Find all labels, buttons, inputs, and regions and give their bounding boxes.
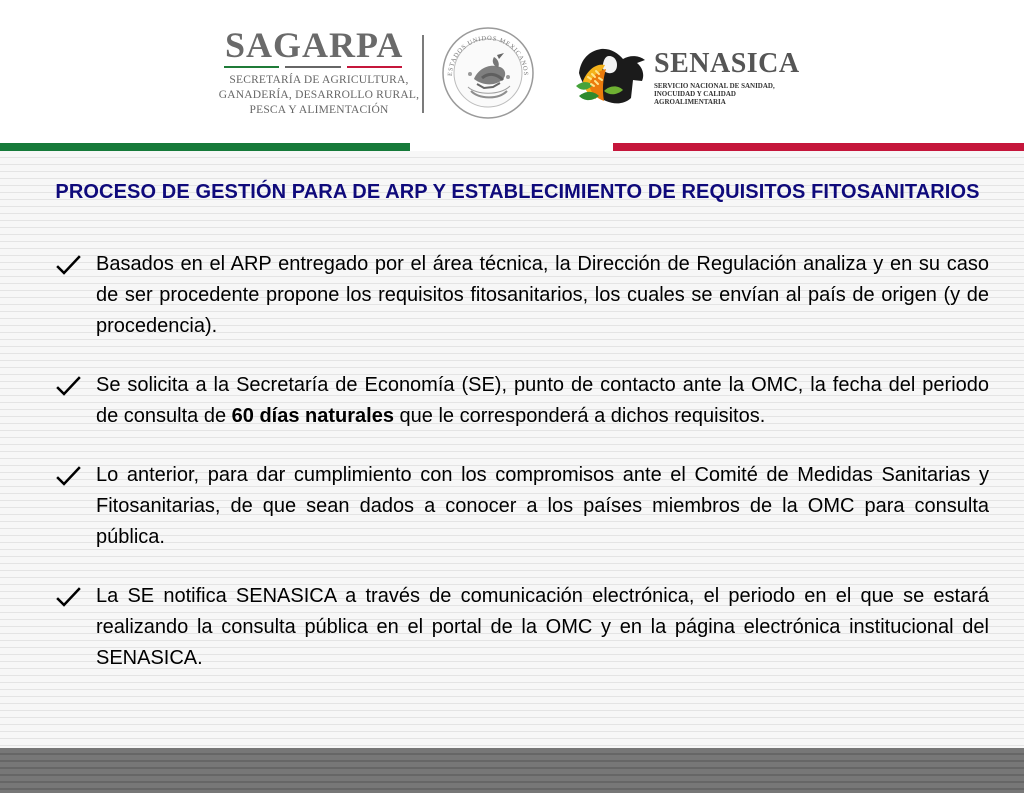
slide-content: [46, 178, 989, 674]
senasica-wordmark: SENASICA: [654, 48, 800, 79]
sagarpa-red-stripe: [347, 66, 402, 68]
sagarpa-color-stripes: [224, 66, 402, 68]
bullet-text-after: que le corresponderá a dichos requisitos.: [393, 405, 766, 427]
sagarpa-subtitle: SECRETARÍA DE AGRICULTURA, GANADERÍA, DESARROLLO RURAL, PESCA Y ALIMENTACIÓN: [218, 74, 420, 116]
bullet-text: [96, 374, 989, 427]
mexican-coat-of-arms-seal-icon: [440, 25, 536, 121]
sagarpa-wordmark: SAGARPA: [225, 25, 404, 65]
bullet-text: La SE notifica SENASICA a través de comunicación electrónica, el periodo en el que se estará realizando la consulta pública en el portal de la OMC y en la página electrónica institucional del SENASICA.: [96, 585, 989, 669]
checkmark-icon: [56, 466, 81, 489]
bullet-consultation-period: [46, 370, 989, 432]
sagarpa-gray-stripe: [285, 66, 340, 68]
bullet-senasica-notification: [46, 581, 989, 674]
sagarpa-green-stripe: [224, 66, 279, 68]
checkmark-icon: [56, 376, 81, 399]
bullet-text: Basados en el ARP entregado por el área técnica, la Dirección de Regulación analiza y en su caso de ser procedente propone los requisitos fitosanitarios, los cuales se envían al país de origen (y de procedencia).: [96, 253, 989, 337]
bullet-regulation-analysis: [46, 249, 989, 342]
bullet-text: Lo anterior, para dar cumplimiento con los compromisos ante el Comité de Medidas Sanitarias y Fitosanitarias, de que sean dados a conocer a los países miembros de la OMC para consulta pública.: [96, 464, 989, 548]
seal-text: ESTADOS UNIDOS MEXICANOS: [446, 34, 530, 77]
red-accent-bar: [613, 143, 1024, 151]
footer-band: [0, 748, 1024, 793]
checkmark-icon: [56, 587, 81, 610]
bullet-text-before: Se solicita a la Secretaría de Economía (SE), punto de contacto ante la OMC, la fecha del periodo de consulta de: [96, 374, 989, 427]
logo-separator: [422, 35, 424, 113]
green-accent-bar: [0, 143, 410, 151]
senasica-cow-corn-logo-icon: [575, 43, 653, 108]
bold-term: 60 días naturales: [231, 405, 394, 427]
institutional-header: [0, 0, 1024, 145]
slide-title: PROCESO DE GESTIÓN PARA DE ARP Y ESTABLECIMIENTO DE REQUISITOS FITOSANITARIOS: [55, 181, 980, 203]
bullet-compliance-committee: [46, 460, 989, 553]
checkmark-icon: [56, 255, 81, 278]
requirements-bullet-list: [46, 249, 989, 674]
senasica-subtitle: SERVICIO NACIONAL DE SANIDAD, INOCUIDAD Y CALIDAD AGROALIMENTARIA: [654, 82, 775, 106]
